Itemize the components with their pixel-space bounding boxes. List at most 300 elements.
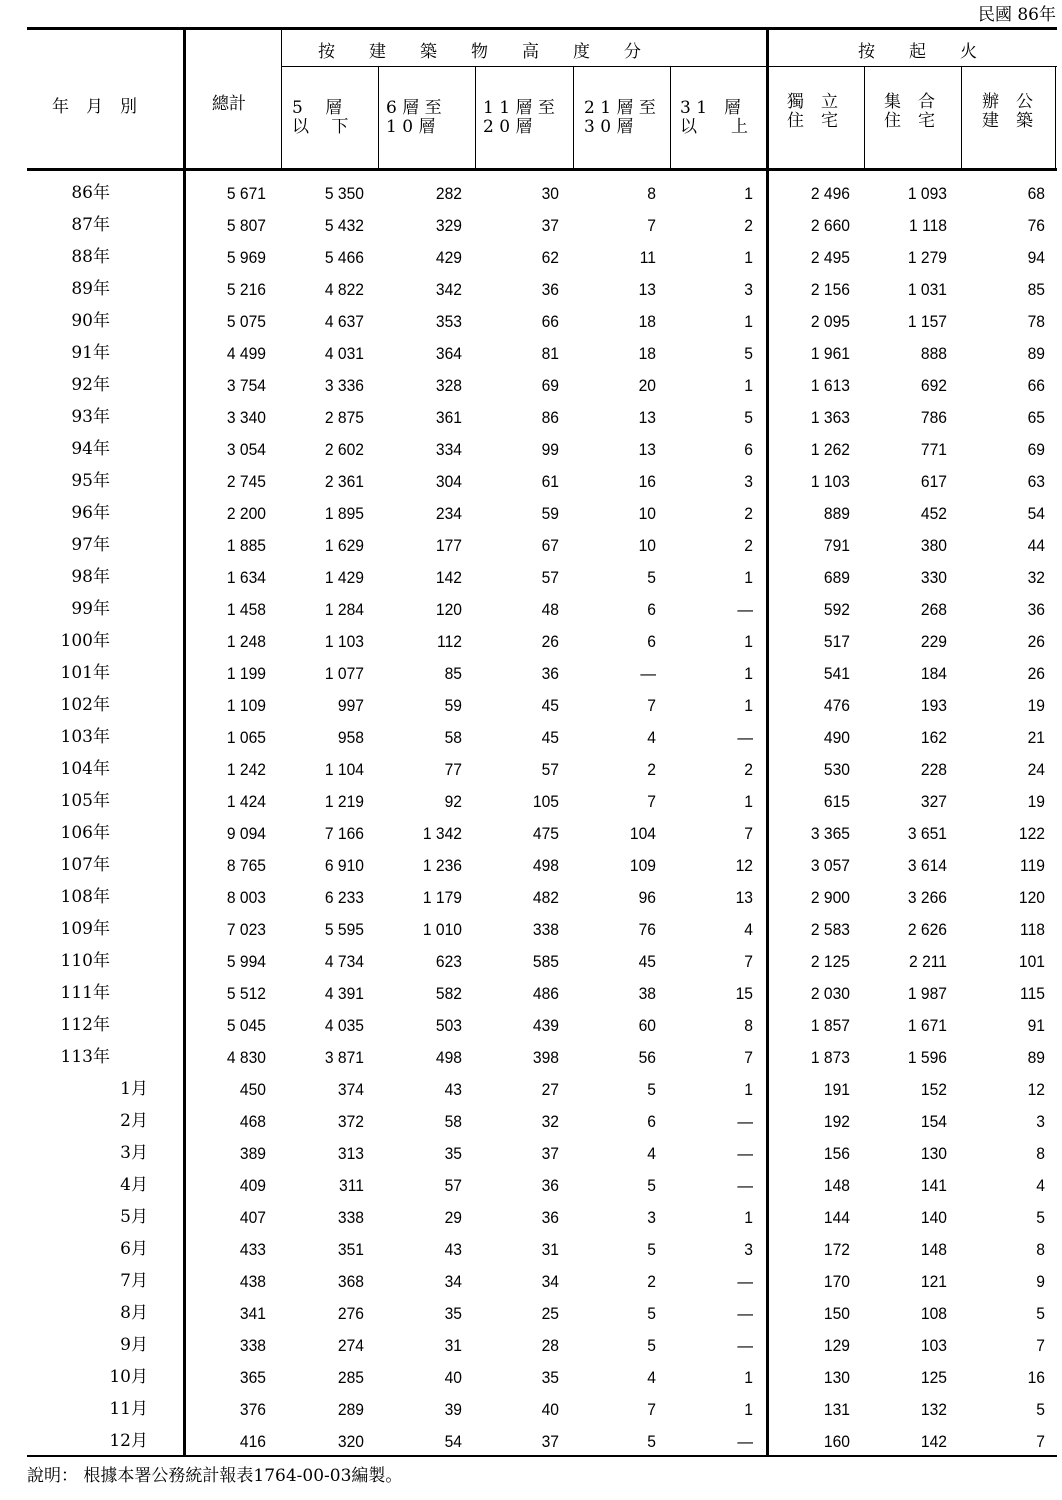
cell-height-6-10f: 623 (435, 952, 462, 971)
cell-height-11-20f: 36 (541, 1208, 559, 1227)
cell-fire-office: 89 (1027, 344, 1045, 363)
cell-height-31f-above: — (737, 1336, 753, 1355)
cell-height-5f-below: 4 031 (324, 344, 364, 363)
row-label: 88年 (71, 247, 110, 267)
cell-total: 1 065 (226, 728, 266, 747)
cell-total: 5 512 (226, 984, 266, 1003)
cell-height-31f-above: 7 (744, 952, 753, 971)
cell-fire-apartment: 125 (920, 1368, 947, 1387)
cell-fire-detached-house: 476 (823, 696, 850, 715)
cell-total: 409 (239, 1176, 266, 1195)
cell-fire-apartment: 2 211 (909, 952, 947, 971)
row-label: 101年 (60, 663, 110, 683)
cell-fire-office: 101 (1018, 952, 1045, 971)
row-label: 2月 (120, 1111, 148, 1131)
cell-fire-detached-house: 129 (823, 1336, 850, 1355)
cell-height-11-20f: 67 (541, 536, 559, 555)
row-label: 93年 (71, 407, 110, 427)
row-label: 86年 (71, 183, 110, 203)
cell-height-11-20f: 26 (541, 632, 559, 651)
cell-height-31f-above: 2 (744, 216, 753, 235)
fire-group-underline (768, 66, 1057, 67)
cell-fire-office: 4 (1036, 1176, 1045, 1195)
cell-height-5f-below: 372 (337, 1112, 364, 1131)
row-label: 99年 (71, 599, 110, 619)
cell-height-31f-above: 1 (744, 568, 753, 587)
cell-fire-apartment: 103 (920, 1336, 947, 1355)
cell-fire-detached-house: 592 (823, 600, 850, 619)
cell-fire-detached-house: 2 095 (810, 312, 850, 331)
cell-height-21-30f: 76 (638, 920, 656, 939)
cell-height-31f-above: 2 (744, 536, 753, 555)
row-label: 103年 (60, 727, 110, 747)
row-label: 105年 (60, 791, 110, 811)
cell-height-5f-below: 276 (337, 1304, 364, 1323)
cell-fire-apartment: 330 (920, 568, 947, 587)
cell-fire-office: 66 (1027, 376, 1045, 395)
cell-height-21-30f: 2 (647, 760, 656, 779)
row-label: 92年 (71, 375, 110, 395)
cell-fire-apartment: 121 (920, 1272, 947, 1291)
cell-height-11-20f: 105 (532, 792, 559, 811)
row-label: 97年 (71, 535, 110, 555)
cell-total: 1 199 (226, 664, 266, 683)
cell-fire-apartment: 132 (920, 1400, 947, 1419)
cell-fire-detached-house: 541 (823, 664, 850, 683)
cell-height-31f-above: 7 (744, 1048, 753, 1067)
cell-fire-detached-house: 1 873 (810, 1048, 850, 1067)
cell-total: 2 745 (226, 472, 266, 491)
row-label: 108年 (60, 887, 110, 907)
cell-height-6-10f: 353 (435, 312, 462, 331)
cell-height-6-10f: 40 (444, 1368, 462, 1387)
cell-height-31f-above: — (737, 1144, 753, 1163)
cell-height-31f-above: 1 (744, 312, 753, 331)
cell-fire-apartment: 141 (920, 1176, 947, 1195)
row-label: 113年 (60, 1047, 110, 1067)
cell-fire-apartment: 786 (920, 408, 947, 427)
cell-fire-detached-house: 517 (823, 632, 850, 651)
cell-fire-detached-house: 2 156 (810, 280, 850, 299)
col-header-11-20f: 1 1 層 至 2 0 層 (483, 98, 555, 137)
cell-fire-apartment: 1 118 (909, 216, 947, 235)
row-label: 91年 (71, 343, 110, 363)
cell-total: 5 994 (226, 952, 266, 971)
row-label: 11月 (109, 1399, 148, 1419)
cell-height-6-10f: 35 (444, 1304, 462, 1323)
cell-height-11-20f: 37 (541, 216, 559, 235)
cell-fire-detached-house: 172 (823, 1240, 850, 1259)
cell-fire-office: 26 (1027, 632, 1045, 651)
cell-height-31f-above: — (737, 1112, 753, 1131)
cell-height-21-30f: 20 (638, 376, 656, 395)
cell-height-6-10f: 34 (444, 1272, 462, 1291)
cell-height-5f-below: 285 (337, 1368, 364, 1387)
cell-height-31f-above: 5 (744, 344, 753, 363)
cell-height-21-30f: 104 (629, 824, 656, 843)
row-label: 102年 (60, 695, 110, 715)
cell-height-6-10f: 1 179 (422, 888, 462, 907)
col-header-apartment: 集 合 住 宅 (884, 92, 935, 131)
cell-height-21-30f: 18 (638, 312, 656, 331)
cell-height-11-20f: 36 (541, 664, 559, 683)
cell-height-31f-above: 12 (735, 856, 753, 875)
cell-total: 5 969 (226, 248, 266, 267)
cell-height-21-30f: — (640, 664, 656, 683)
cell-fire-office: 78 (1027, 312, 1045, 331)
row-label: 110年 (60, 951, 110, 971)
cell-total: 416 (239, 1432, 266, 1451)
cell-height-6-10f: 112 (437, 632, 462, 651)
cell-total: 5 216 (226, 280, 266, 299)
cell-height-11-20f: 45 (541, 696, 559, 715)
col-header-detached-house: 獨 立 住 宅 (787, 92, 838, 131)
cell-height-11-20f: 40 (541, 1400, 559, 1419)
cell-height-6-10f: 85 (444, 664, 462, 683)
cell-height-6-10f: 329 (435, 216, 462, 235)
col-header-office: 辦 公 建 築 (982, 92, 1033, 131)
col-header-5f-below: 5 層 以 下 (292, 98, 349, 137)
header-divider (281, 30, 282, 169)
cell-height-31f-above: 1 (744, 248, 753, 267)
cell-height-11-20f: 28 (541, 1336, 559, 1355)
cell-fire-apartment: 3 651 (907, 824, 947, 843)
cell-height-11-20f: 81 (541, 344, 559, 363)
row-label: 107年 (60, 855, 110, 875)
cell-height-11-20f: 61 (541, 472, 559, 491)
cell-fire-office: 120 (1018, 888, 1045, 907)
row-label: 6月 (120, 1239, 148, 1259)
cell-height-31f-above: 1 (744, 1400, 753, 1419)
cell-height-11-20f: 59 (541, 504, 559, 523)
cell-fire-apartment: 130 (920, 1144, 947, 1163)
row-label: 87年 (71, 215, 110, 235)
cell-height-5f-below: 1 077 (324, 664, 364, 683)
cell-fire-office: 5 (1036, 1208, 1045, 1227)
col-header-21-30f: 2 1 層 至 3 0 層 (584, 98, 656, 137)
cell-height-11-20f: 66 (541, 312, 559, 331)
cell-total: 1 424 (226, 792, 266, 811)
cell-height-21-30f: 16 (638, 472, 656, 491)
cell-height-11-20f: 35 (541, 1368, 559, 1387)
cell-height-5f-below: 5 595 (324, 920, 364, 939)
cell-height-6-10f: 361 (435, 408, 462, 427)
cell-height-6-10f: 142 (435, 568, 462, 587)
cell-height-21-30f: 18 (638, 344, 656, 363)
cell-height-31f-above: 1 (744, 376, 753, 395)
cell-total: 1 248 (226, 632, 266, 651)
header-divider (961, 67, 962, 169)
cell-height-31f-above: — (737, 1432, 753, 1451)
cell-fire-apartment: 380 (920, 536, 947, 555)
row-label: 96年 (71, 503, 110, 523)
cell-fire-office: 8 (1036, 1144, 1045, 1163)
row-label: 1月 (120, 1079, 148, 1099)
cell-height-6-10f: 334 (435, 440, 462, 459)
top-border (27, 27, 1057, 30)
row-label: 3月 (120, 1143, 148, 1163)
cell-height-5f-below: 289 (337, 1400, 364, 1419)
cell-height-6-10f: 582 (435, 984, 462, 1003)
cell-total: 365 (239, 1368, 266, 1387)
cell-height-6-10f: 35 (444, 1144, 462, 1163)
cell-fire-detached-house: 791 (823, 536, 850, 555)
cell-total: 468 (239, 1112, 266, 1131)
cell-height-5f-below: 1 429 (324, 568, 364, 587)
cell-height-31f-above: 1 (744, 632, 753, 651)
cell-height-21-30f: 45 (638, 952, 656, 971)
cell-height-21-30f: 13 (638, 440, 656, 459)
cell-fire-detached-house: 2 900 (810, 888, 850, 907)
cell-height-6-10f: 177 (435, 536, 462, 555)
cell-fire-office: 36 (1027, 600, 1045, 619)
cell-height-11-20f: 475 (532, 824, 559, 843)
cell-height-6-10f: 304 (435, 472, 462, 491)
cell-fire-office: 16 (1027, 1368, 1045, 1387)
cell-fire-office: 68 (1027, 184, 1045, 203)
cell-fire-detached-house: 3 057 (810, 856, 850, 875)
cell-height-11-20f: 30 (541, 184, 559, 203)
cell-total: 407 (239, 1208, 266, 1227)
cell-height-5f-below: 374 (337, 1080, 364, 1099)
cell-height-31f-above: — (737, 1272, 753, 1291)
cell-fire-detached-house: 150 (823, 1304, 850, 1323)
cell-height-5f-below: 997 (337, 696, 364, 715)
height-group-header: 按 建 築 物 高 度 分 (318, 42, 641, 62)
cell-total: 1 109 (226, 696, 266, 715)
cell-fire-detached-house: 3 365 (810, 824, 850, 843)
cell-height-11-20f: 338 (532, 920, 559, 939)
cell-fire-office: 32 (1027, 568, 1045, 587)
cell-height-11-20f: 45 (541, 728, 559, 747)
cell-fire-detached-house: 2 125 (810, 952, 850, 971)
row-label: 90年 (71, 311, 110, 331)
cell-height-5f-below: 368 (337, 1272, 364, 1291)
cell-fire-apartment: 154 (920, 1112, 947, 1131)
cell-fire-detached-house: 1 961 (810, 344, 850, 363)
cell-height-21-30f: 4 (647, 728, 656, 747)
cell-fire-office: 3 (1036, 1112, 1045, 1131)
cell-height-5f-below: 311 (339, 1176, 364, 1195)
row-label: 5月 (120, 1207, 148, 1227)
cell-fire-apartment: 142 (920, 1432, 947, 1451)
cell-fire-detached-house: 1 262 (810, 440, 850, 459)
cell-height-31f-above: 5 (744, 408, 753, 427)
cell-fire-apartment: 184 (920, 664, 947, 683)
cell-fire-office: 94 (1027, 248, 1045, 267)
stub-divider (183, 29, 186, 1456)
cell-fire-detached-house: 1 363 (810, 408, 850, 427)
cell-fire-apartment: 771 (920, 440, 947, 459)
cell-height-21-30f: 5 (647, 568, 656, 587)
cell-height-31f-above: 1 (744, 1208, 753, 1227)
cell-fire-apartment: 327 (920, 792, 947, 811)
cell-height-21-30f: 10 (638, 504, 656, 523)
cell-height-21-30f: 13 (638, 280, 656, 299)
cell-height-6-10f: 503 (435, 1016, 462, 1035)
row-label: 10月 (109, 1367, 148, 1387)
cell-height-5f-below: 3 871 (324, 1048, 364, 1067)
row-label: 4月 (120, 1175, 148, 1195)
cell-fire-office: 122 (1018, 824, 1045, 843)
cell-height-5f-below: 4 391 (324, 984, 364, 1003)
cell-fire-detached-house: 156 (823, 1144, 850, 1163)
cell-height-31f-above: 3 (744, 280, 753, 299)
cell-fire-office: 118 (1020, 920, 1045, 939)
cell-total: 5 671 (226, 184, 266, 203)
cell-height-5f-below: 6 233 (324, 888, 364, 907)
row-label-header: 年 月 別 (52, 97, 137, 117)
cell-height-21-30f: 3 (647, 1208, 656, 1227)
cell-height-5f-below: 1 219 (324, 792, 364, 811)
cell-fire-detached-house: 1 613 (810, 376, 850, 395)
cell-height-6-10f: 77 (444, 760, 462, 779)
cell-fire-office: 7 (1036, 1432, 1045, 1451)
cell-height-31f-above: 1 (744, 696, 753, 715)
header-divider (670, 67, 671, 169)
cell-height-11-20f: 57 (541, 760, 559, 779)
cell-fire-detached-house: 1 103 (810, 472, 850, 491)
cell-fire-office: 76 (1027, 216, 1045, 235)
cell-height-11-20f: 37 (541, 1144, 559, 1163)
cell-fire-apartment: 1 671 (907, 1016, 947, 1035)
cell-height-5f-below: 1 629 (324, 536, 364, 555)
cell-height-5f-below: 1 103 (324, 632, 364, 651)
cell-total: 1 242 (226, 760, 266, 779)
row-label: 104年 (60, 759, 110, 779)
cell-total: 1 458 (226, 600, 266, 619)
cell-height-6-10f: 31 (444, 1336, 462, 1355)
cell-height-11-20f: 36 (541, 280, 559, 299)
cell-fire-apartment: 229 (920, 632, 947, 651)
row-label: 100年 (60, 631, 110, 651)
cell-height-31f-above: 3 (744, 472, 753, 491)
cell-height-21-30f: 10 (638, 536, 656, 555)
cell-height-21-30f: 60 (638, 1016, 656, 1035)
cell-height-6-10f: 328 (435, 376, 462, 395)
cell-height-11-20f: 439 (532, 1016, 559, 1035)
cell-fire-office: 65 (1027, 408, 1045, 427)
cell-fire-apartment: 1 279 (907, 248, 947, 267)
cell-fire-apartment: 140 (920, 1208, 947, 1227)
cell-height-6-10f: 364 (435, 344, 462, 363)
cell-height-31f-above: 8 (744, 1016, 753, 1035)
cell-fire-apartment: 3 614 (907, 856, 947, 875)
row-label: 9月 (120, 1335, 148, 1355)
cell-fire-apartment: 617 (920, 472, 947, 491)
cell-height-21-30f: 5 (647, 1080, 656, 1099)
cell-fire-office: 5 (1036, 1400, 1045, 1419)
cell-fire-office: 63 (1027, 472, 1045, 491)
cell-height-5f-below: 2 361 (324, 472, 364, 491)
cell-height-5f-below: 338 (337, 1208, 364, 1227)
cell-height-31f-above: 1 (744, 1080, 753, 1099)
cell-fire-office: 54 (1027, 504, 1045, 523)
cell-height-21-30f: 6 (647, 632, 656, 651)
cell-height-11-20f: 585 (532, 952, 559, 971)
cell-height-21-30f: 38 (638, 984, 656, 1003)
header-bottom-border (27, 168, 1057, 171)
cell-fire-detached-house: 130 (823, 1368, 850, 1387)
cell-fire-detached-house: 889 (823, 504, 850, 523)
cell-height-21-30f: 13 (638, 408, 656, 427)
cell-height-5f-below: 5 432 (324, 216, 364, 235)
cell-height-21-30f: 5 (647, 1336, 656, 1355)
cell-total: 3 054 (226, 440, 266, 459)
cell-fire-detached-house: 2 495 (810, 248, 850, 267)
cell-fire-office: 19 (1027, 792, 1045, 811)
cell-fire-office: 9 (1036, 1272, 1045, 1291)
bottom-border (27, 1455, 1057, 1457)
cell-fire-office: 19 (1027, 696, 1045, 715)
cell-fire-apartment: 228 (920, 760, 947, 779)
cell-height-21-30f: 5 (647, 1176, 656, 1195)
cell-fire-office: 44 (1027, 536, 1045, 555)
cell-total: 4 499 (226, 344, 266, 363)
cell-height-21-30f: 6 (647, 600, 656, 619)
cell-height-5f-below: 1 104 (324, 760, 364, 779)
cell-total: 3 754 (226, 376, 266, 395)
cell-height-5f-below: 958 (337, 728, 364, 747)
row-label: 89年 (71, 279, 110, 299)
row-label: 109年 (60, 919, 110, 939)
cell-height-21-30f: 56 (638, 1048, 656, 1067)
cell-fire-detached-house: 144 (823, 1208, 850, 1227)
cell-height-5f-below: 4 822 (324, 280, 364, 299)
cell-height-21-30f: 109 (629, 856, 656, 875)
row-label: 95年 (71, 471, 110, 491)
cell-height-6-10f: 57 (444, 1176, 462, 1195)
cell-height-6-10f: 1 010 (422, 920, 462, 939)
cell-height-21-30f: 4 (647, 1144, 656, 1163)
cell-height-5f-below: 3 336 (324, 376, 364, 395)
cell-fire-detached-house: 2 583 (810, 920, 850, 939)
cell-fire-office: 119 (1020, 856, 1045, 875)
row-label: 7月 (120, 1271, 148, 1291)
cell-height-11-20f: 31 (541, 1240, 559, 1259)
header-divider (475, 67, 476, 169)
cell-height-21-30f: 11 (639, 248, 656, 267)
cell-height-11-20f: 86 (541, 408, 559, 427)
row-label: 12月 (109, 1431, 148, 1451)
cell-height-6-10f: 342 (435, 280, 462, 299)
cell-fire-apartment: 1 987 (907, 984, 947, 1003)
cell-height-6-10f: 92 (444, 792, 462, 811)
cell-height-6-10f: 43 (444, 1080, 462, 1099)
cell-total: 389 (239, 1144, 266, 1163)
cell-total: 450 (239, 1080, 266, 1099)
cell-fire-office: 69 (1027, 440, 1045, 459)
cell-fire-detached-house: 192 (823, 1112, 850, 1131)
cell-height-5f-below: 1 284 (324, 600, 364, 619)
cell-fire-apartment: 108 (920, 1304, 947, 1323)
cell-height-31f-above: 15 (735, 984, 753, 1003)
cell-fire-detached-house: 170 (823, 1272, 850, 1291)
cell-height-31f-above: 1 (744, 1368, 753, 1387)
cell-height-11-20f: 57 (541, 568, 559, 587)
row-label: 106年 (60, 823, 110, 843)
footnote: 說明： 根據本署公務統計報表1764-00-03編製。 (27, 1466, 403, 1486)
cell-fire-detached-house: 2 660 (810, 216, 850, 235)
unit-label: 民國 86年 (977, 5, 1056, 25)
cell-height-5f-below: 4 734 (324, 952, 364, 971)
cell-height-11-20f: 37 (541, 1432, 559, 1451)
cell-fire-apartment: 148 (920, 1240, 947, 1259)
cell-total: 433 (239, 1240, 266, 1259)
cell-height-31f-above: 1 (744, 184, 753, 203)
cell-height-11-20f: 398 (532, 1048, 559, 1067)
row-label: 8月 (120, 1303, 148, 1323)
